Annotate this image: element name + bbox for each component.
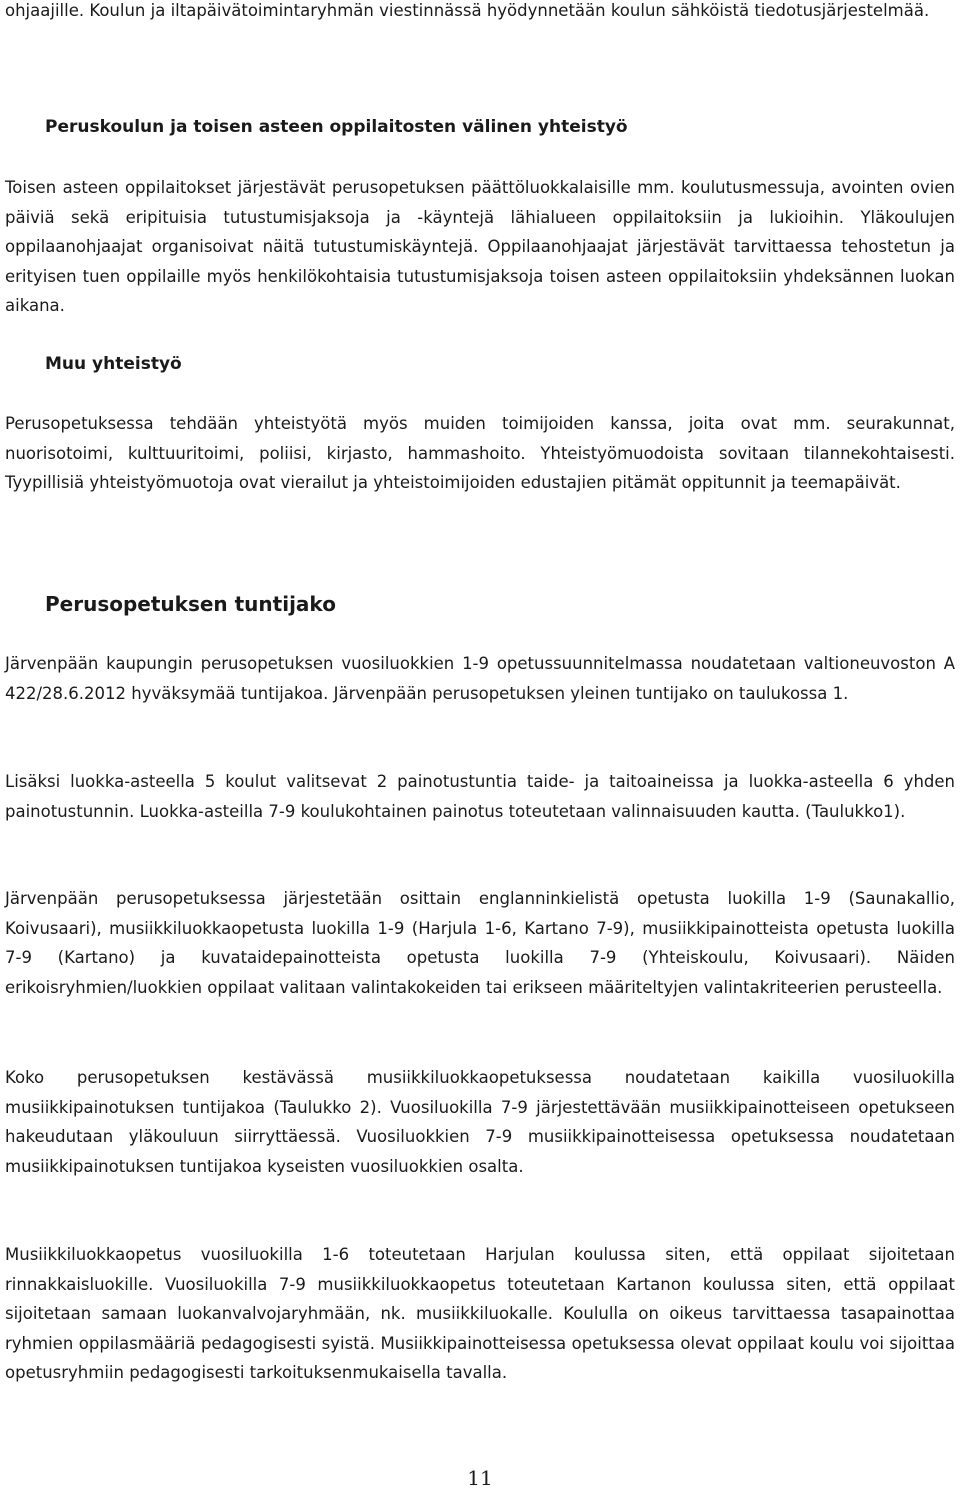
heading-peruskoulu-yhteistyo: Peruskoulun ja toisen asteen oppilaitosten välinen yhteistyö bbox=[45, 117, 628, 137]
paragraph-toisen-asteen: Toisen asteen oppilaitokset järjestävät perusopetuksen päättöluokkalaisille mm. koulutusmessuja, avointen ovien päiviä sekä eripituisia tutustumisjaksoja ja -käyntejä lähialueen oppilaitoksiin ja lukioihin. Yläkoulujen oppilaanohjaajat organisoivat näitä tutustumiskäyntejä. Oppilaanohjaajat järjestävät tarvittaessa tehostetun ja erityisen tuen oppilaille myös henkilökohtaisia tutustumisjaksoja toisen asteen oppilaitoksiin yhdeksännen luokan aikana. bbox=[5, 178, 955, 315]
heading-muu-yhteistyo: Muu yhteistyö bbox=[45, 354, 182, 374]
paragraph-muu-yhteistyo: Perusopetuksessa tehdään yhteistyötä myös muiden toimijoiden kanssa, joita ovat mm. seurakunnat, nuorisotoimi, kulttuuritoimi, poliisi, kirjasto, hammashoito. Yhteistyömuodoista sovitaan tilannekohtaisesti. Tyypillisiä yhteistyömuotoja ovat vierailut ja yhteistoimijoiden edustajien pitämät oppitunnit ja teemapäivät. bbox=[5, 414, 955, 492]
paragraph-tuntijako-4: Koko perusopetuksen kestävässä musiikkiluokkaopetuksessa noudatetaan kaikilla vuosiluokilla musiikkipainotuksen tuntijakoa (Taulukko 2). Vuosiluokilla 7-9 järjestettävään musiikkipainotteiseen opetukseen hakeudutaan yläkouluun siirryttäessä. Vuosiluokkien 7-9 musiikkipainotteisessa opetuksessa noudatetaan musiikkipainotuksen tuntijakoa kyseisten vuosiluokkien osalta. bbox=[5, 1068, 955, 1176]
page-number: 11 bbox=[467, 1466, 493, 1490]
paragraph-intro: ohjaajille. Koulun ja iltapäivätoimintaryhmän viestinnässä hyödynnetään koulun sähköistä tiedotusjärjestelmää. bbox=[5, 1, 930, 20]
heading-tuntijako: Perusopetuksen tuntijako bbox=[45, 592, 336, 616]
paragraph-tuntijako-5: Musiikkiluokkaopetus vuosiluokilla 1-6 toteutetaan Harjulan koulussa siten, että oppilaat sijoitetaan rinnakkaisluokille. Vuosiluokilla 7-9 musiikkiluokkaopetus toteutetaan Kartanon koulussa siten, että oppilaat sijoitetaan samaan luokanvalvojaryhmään, nk. musiikkiluokalle. Koululla on oikeus tarvittaessa tasapainottaa ryhmien oppilasmääriä pedagogisesti syistä. Musiikkipainotteisessa opetuksessa olevat oppilaat koulu voi sijoittaa opetusryhmiin pedagogisesti tarkoituksenmukaisella tavalla. bbox=[5, 1245, 955, 1382]
paragraph-tuntijako-3: Järvenpään perusopetuksessa järjestetään osittain englanninkielistä opetusta luokilla 1-9 (Saunakallio, Koivusaari), musiikkiluokkaopetusta luokilla 1-9 (Harjula 1-6, Kartano 7-9), musiikkipainotteista opetusta luokilla 7-9 (Kartano) ja kuvataidepainotteista opetusta luokilla 7-9 (Yhteiskoulu, Koivusaari). Näiden erikoisryhmien/luokkien oppilaat valitaan valintakokeiden tai erikseen määriteltyjen valintakriteerien perusteella. bbox=[5, 889, 955, 997]
paragraph-tuntijako-1: Järvenpään kaupungin perusopetuksen vuosiluokkien 1-9 opetussuunnitelmassa noudatetaan valtioneuvoston A 422/28.6.2012 hyväksymää tuntijakoa. Järvenpään perusopetuksen yleinen tuntijako on taulukossa 1. bbox=[5, 654, 955, 703]
paragraph-tuntijako-2: Lisäksi luokka-asteella 5 koulut valitsevat 2 painotustuntia taide- ja taitoaineissa ja luokka-asteella 6 yhden painotustunnin. Luokka-asteilla 7-9 koulukohtainen painotus toteutetaan valinnaisuuden kautta. (Taulukko1). bbox=[5, 772, 955, 821]
